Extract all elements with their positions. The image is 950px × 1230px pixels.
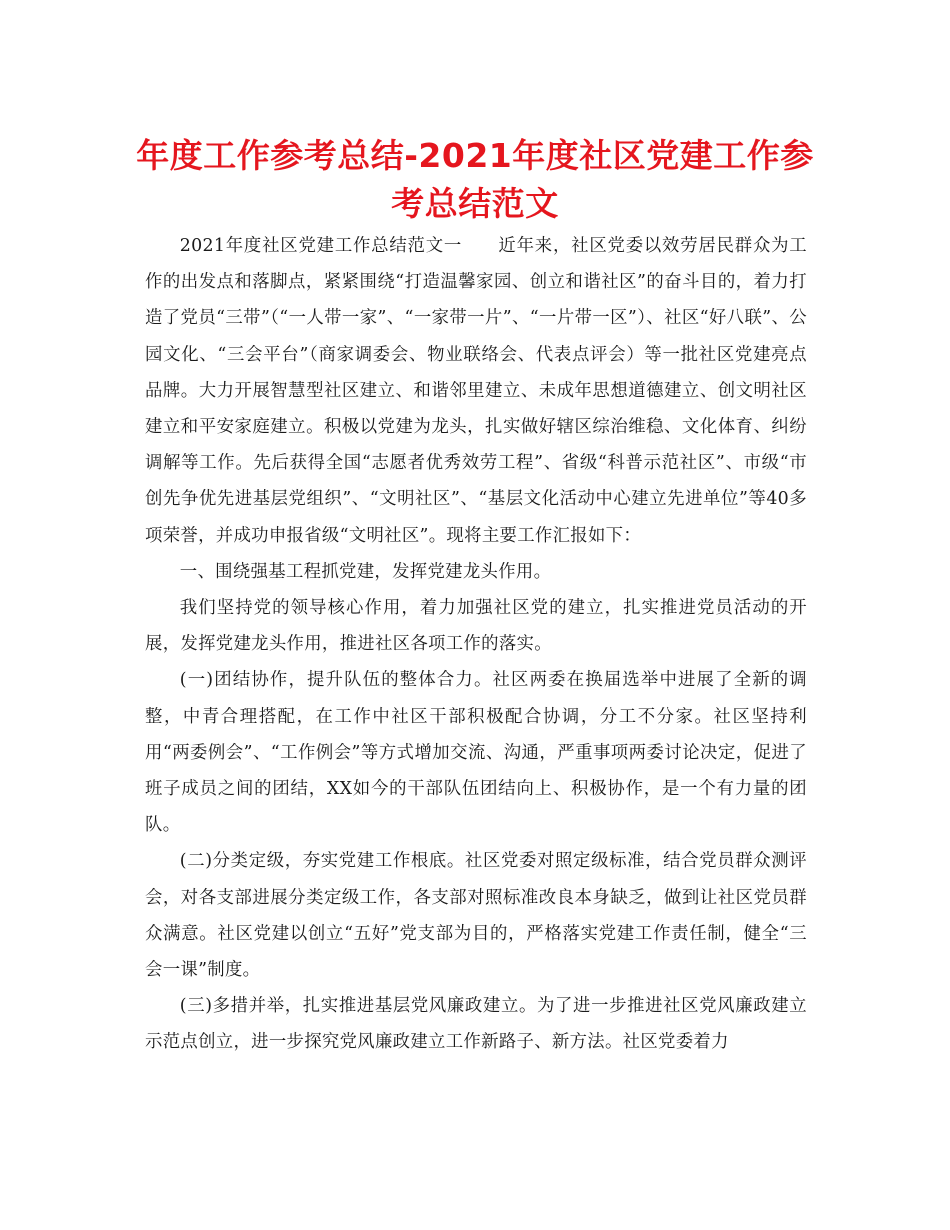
document-body [145,228,807,1061]
paragraph-intro: 2021年度社区党建工作总结范文一 近年来，社区党委以效劳居民群众为工作的出发点和落脚点，紧紧围绕“打造温馨家园、创立和谐社区”的奋斗目的，着力打造了党员“三带”（“一人带一家”、“一家带一片”、“一片带一区”）、社区“好八联”、公园文化、“三会平台”（商家调委会、物业联络会、代表点评会）等一批社区党建亮点品牌。大力开展智慧型社区建立、和谐邻里建立、未成年思想道德建立、创文明社区建立和平安家庭建立。积极以党建为龙头，扎实做好辖区综治维稳、文化体育、纠纷调解等工作。先后获得全国“志愿者优秀效劳工程”、省级“科普示范社区”、市级“市创先争优先进基层党组织”、“文明社区”、“基层文化活动中心建立先进单位”等40多项荣誉，并成功申报省级“文明社区”。现将主要工作汇报如下： [145,236,807,546]
paragraph-section-summary: 我们坚持党的领导核心作用，着力加强社区党的建立，扎实推进党员活动的开展，发挥党建龙头作用，推进社区各项工作的落实。 [145,598,807,655]
paragraph-item-1: (一)团结协作，提升队伍的整体合力。社区两委在换届选举中进展了全新的调整，中青合理搭配，在工作中社区干部积极配合协调，分工不分家。社区坚持利用“两委例会”、“工作例会”等方式增加交流、沟通，严重事项两委讨论决定，促进了班子成员之间的团结，XX如今的干部队伍团结向上、积极协作，是一个有力量的团队。 [145,670,807,836]
paragraph-section-heading: 一、围绕强基工程抓党建，发挥党建龙头作用。 [179,561,552,582]
paragraph-item-3: (三)多措并举，扎实推进基层党风廉政建立。为了进一步推进社区党风廉政建立示范点创立，进一步探究党风廉政建立工作新路子、新方法。社区党委着力 [145,996,807,1053]
paragraph-item-2: (二)分类定级，夯实党建工作根底。社区党委对照定级标准，结合党员群众测评会，对各支部进展分类定级工作，各支部对照标准改良本身缺乏，做到让社区党员群众满意。社区党建以创立“五好”党支部为目的，严格落实党建工作责任制，健全“三会一课”制度。 [145,851,807,981]
document-title: 年度工作参考总结-2021年度社区党建工作参考总结范文 [136,136,814,223]
